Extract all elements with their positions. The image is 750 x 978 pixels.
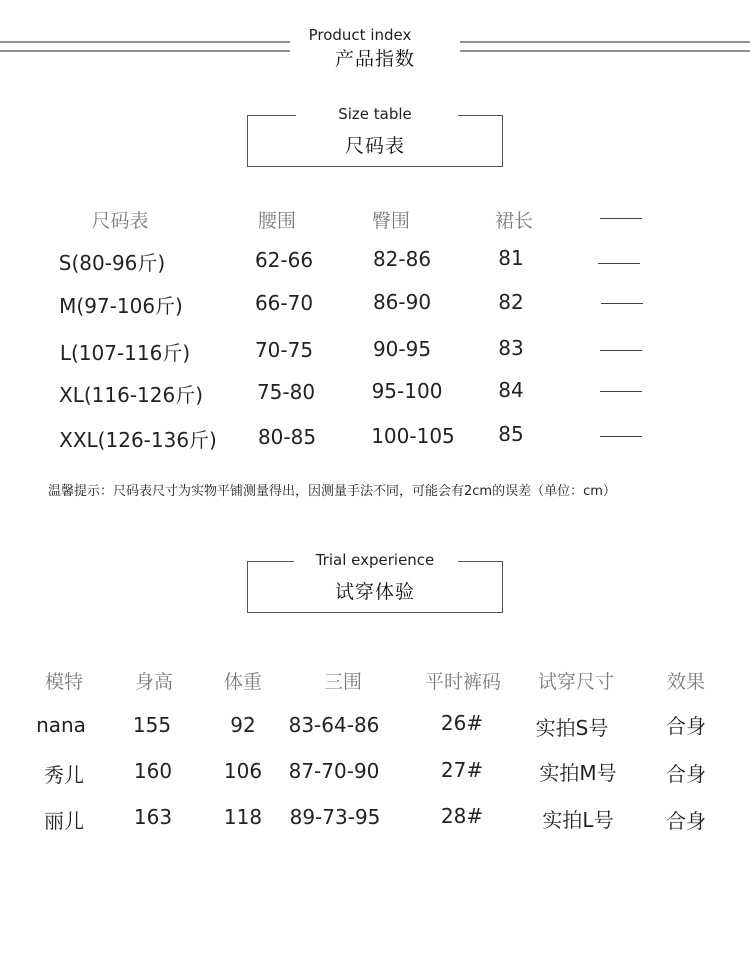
trial-cell: 实拍S号	[535, 716, 609, 740]
size-row-dash	[600, 436, 642, 437]
trial-cell: 丽儿	[44, 809, 84, 833]
size-cell: M(97-106斤)	[59, 294, 183, 318]
size-cell: XL(116-126斤)	[58, 383, 204, 407]
header-title-en: Product index	[308, 26, 412, 44]
size-cell: 62-66	[254, 248, 314, 272]
size-cell: 75-80	[256, 380, 316, 404]
trial-cell: 28#	[440, 804, 484, 828]
size-cell: 82-86	[372, 247, 432, 271]
size-cell: 83	[498, 336, 524, 360]
size-cell: S(80-96斤)	[58, 251, 166, 275]
size-col-header: 臀围	[371, 210, 411, 232]
trial-cell: 实拍M号	[539, 761, 617, 785]
trial-col-header: 三围	[323, 671, 363, 693]
size-cell: 82	[498, 290, 524, 314]
size-row-dash	[601, 303, 643, 304]
trial-col-header: 体重	[223, 671, 263, 693]
size-cell: 95-100	[371, 379, 443, 403]
trial-cell: 合身	[666, 762, 706, 786]
size-row-dash	[600, 350, 642, 351]
trial-title-en: Trial experience	[315, 551, 435, 569]
size-cell: 70-75	[254, 338, 314, 362]
size-cell: 81	[498, 246, 524, 270]
size-cell: 80-85	[257, 425, 317, 449]
trial-cell: 92	[230, 713, 256, 737]
size-cell: 85	[498, 422, 524, 446]
trial-col-header: 身高	[134, 671, 174, 693]
trial-cell: 87-70-90	[288, 759, 380, 783]
size-table-title-box	[247, 105, 503, 167]
size-table-title-zh: 尺码表	[344, 135, 405, 157]
header-title-zh: 产品指数	[334, 48, 415, 70]
trial-col-header: 效果	[666, 671, 706, 693]
size-table-title-en: Size table	[338, 105, 412, 123]
trial-col-header: 试穿尺寸	[537, 671, 615, 693]
trial-cell: 118	[223, 805, 263, 829]
trial-cell: 155	[132, 713, 172, 737]
size-cell: 100-105	[371, 424, 455, 448]
trial-col-header: 模特	[44, 671, 84, 693]
size-cell: XXL(126-136斤)	[59, 428, 217, 452]
trial-cell: 26#	[440, 711, 484, 735]
size-col-header: 尺码表	[91, 210, 149, 232]
trial-cell: 89-73-95	[289, 805, 381, 829]
size-col-header: 裙长	[494, 210, 534, 232]
header-rule-left	[0, 41, 290, 52]
trial-cell: 秀儿	[44, 763, 84, 787]
size-row-dash	[598, 263, 640, 264]
trial-title-box	[247, 551, 503, 613]
trial-cell: nana	[36, 713, 86, 737]
trial-cell: 160	[133, 759, 173, 783]
trial-cell: 合身	[666, 809, 706, 833]
size-cell: 66-70	[254, 291, 314, 315]
size-row-dash	[600, 391, 642, 392]
size-cell: L(107-116斤)	[59, 341, 191, 365]
trial-cell: 实拍L号	[542, 808, 614, 832]
size-col-header-dash	[600, 218, 642, 219]
size-cell: 84	[498, 378, 524, 402]
trial-title-zh: 试穿体验	[334, 581, 415, 603]
size-cell: 90-95	[372, 337, 432, 361]
trial-cell: 106	[223, 759, 263, 783]
trial-cell: 27#	[440, 758, 484, 782]
size-cell: 86-90	[372, 290, 432, 314]
size-note: 温馨提示：尺码表尺寸为实物平铺测量得出，因测量手法不同，可能会有2cm的误差（单位：cm）	[48, 484, 616, 499]
trial-col-header: 平时裤码	[424, 671, 502, 693]
trial-cell: 163	[133, 805, 173, 829]
size-col-header: 腰围	[257, 210, 297, 232]
trial-cell: 83-64-86	[288, 713, 380, 737]
header-rule-right	[460, 41, 750, 52]
trial-cell: 合身	[666, 714, 706, 738]
